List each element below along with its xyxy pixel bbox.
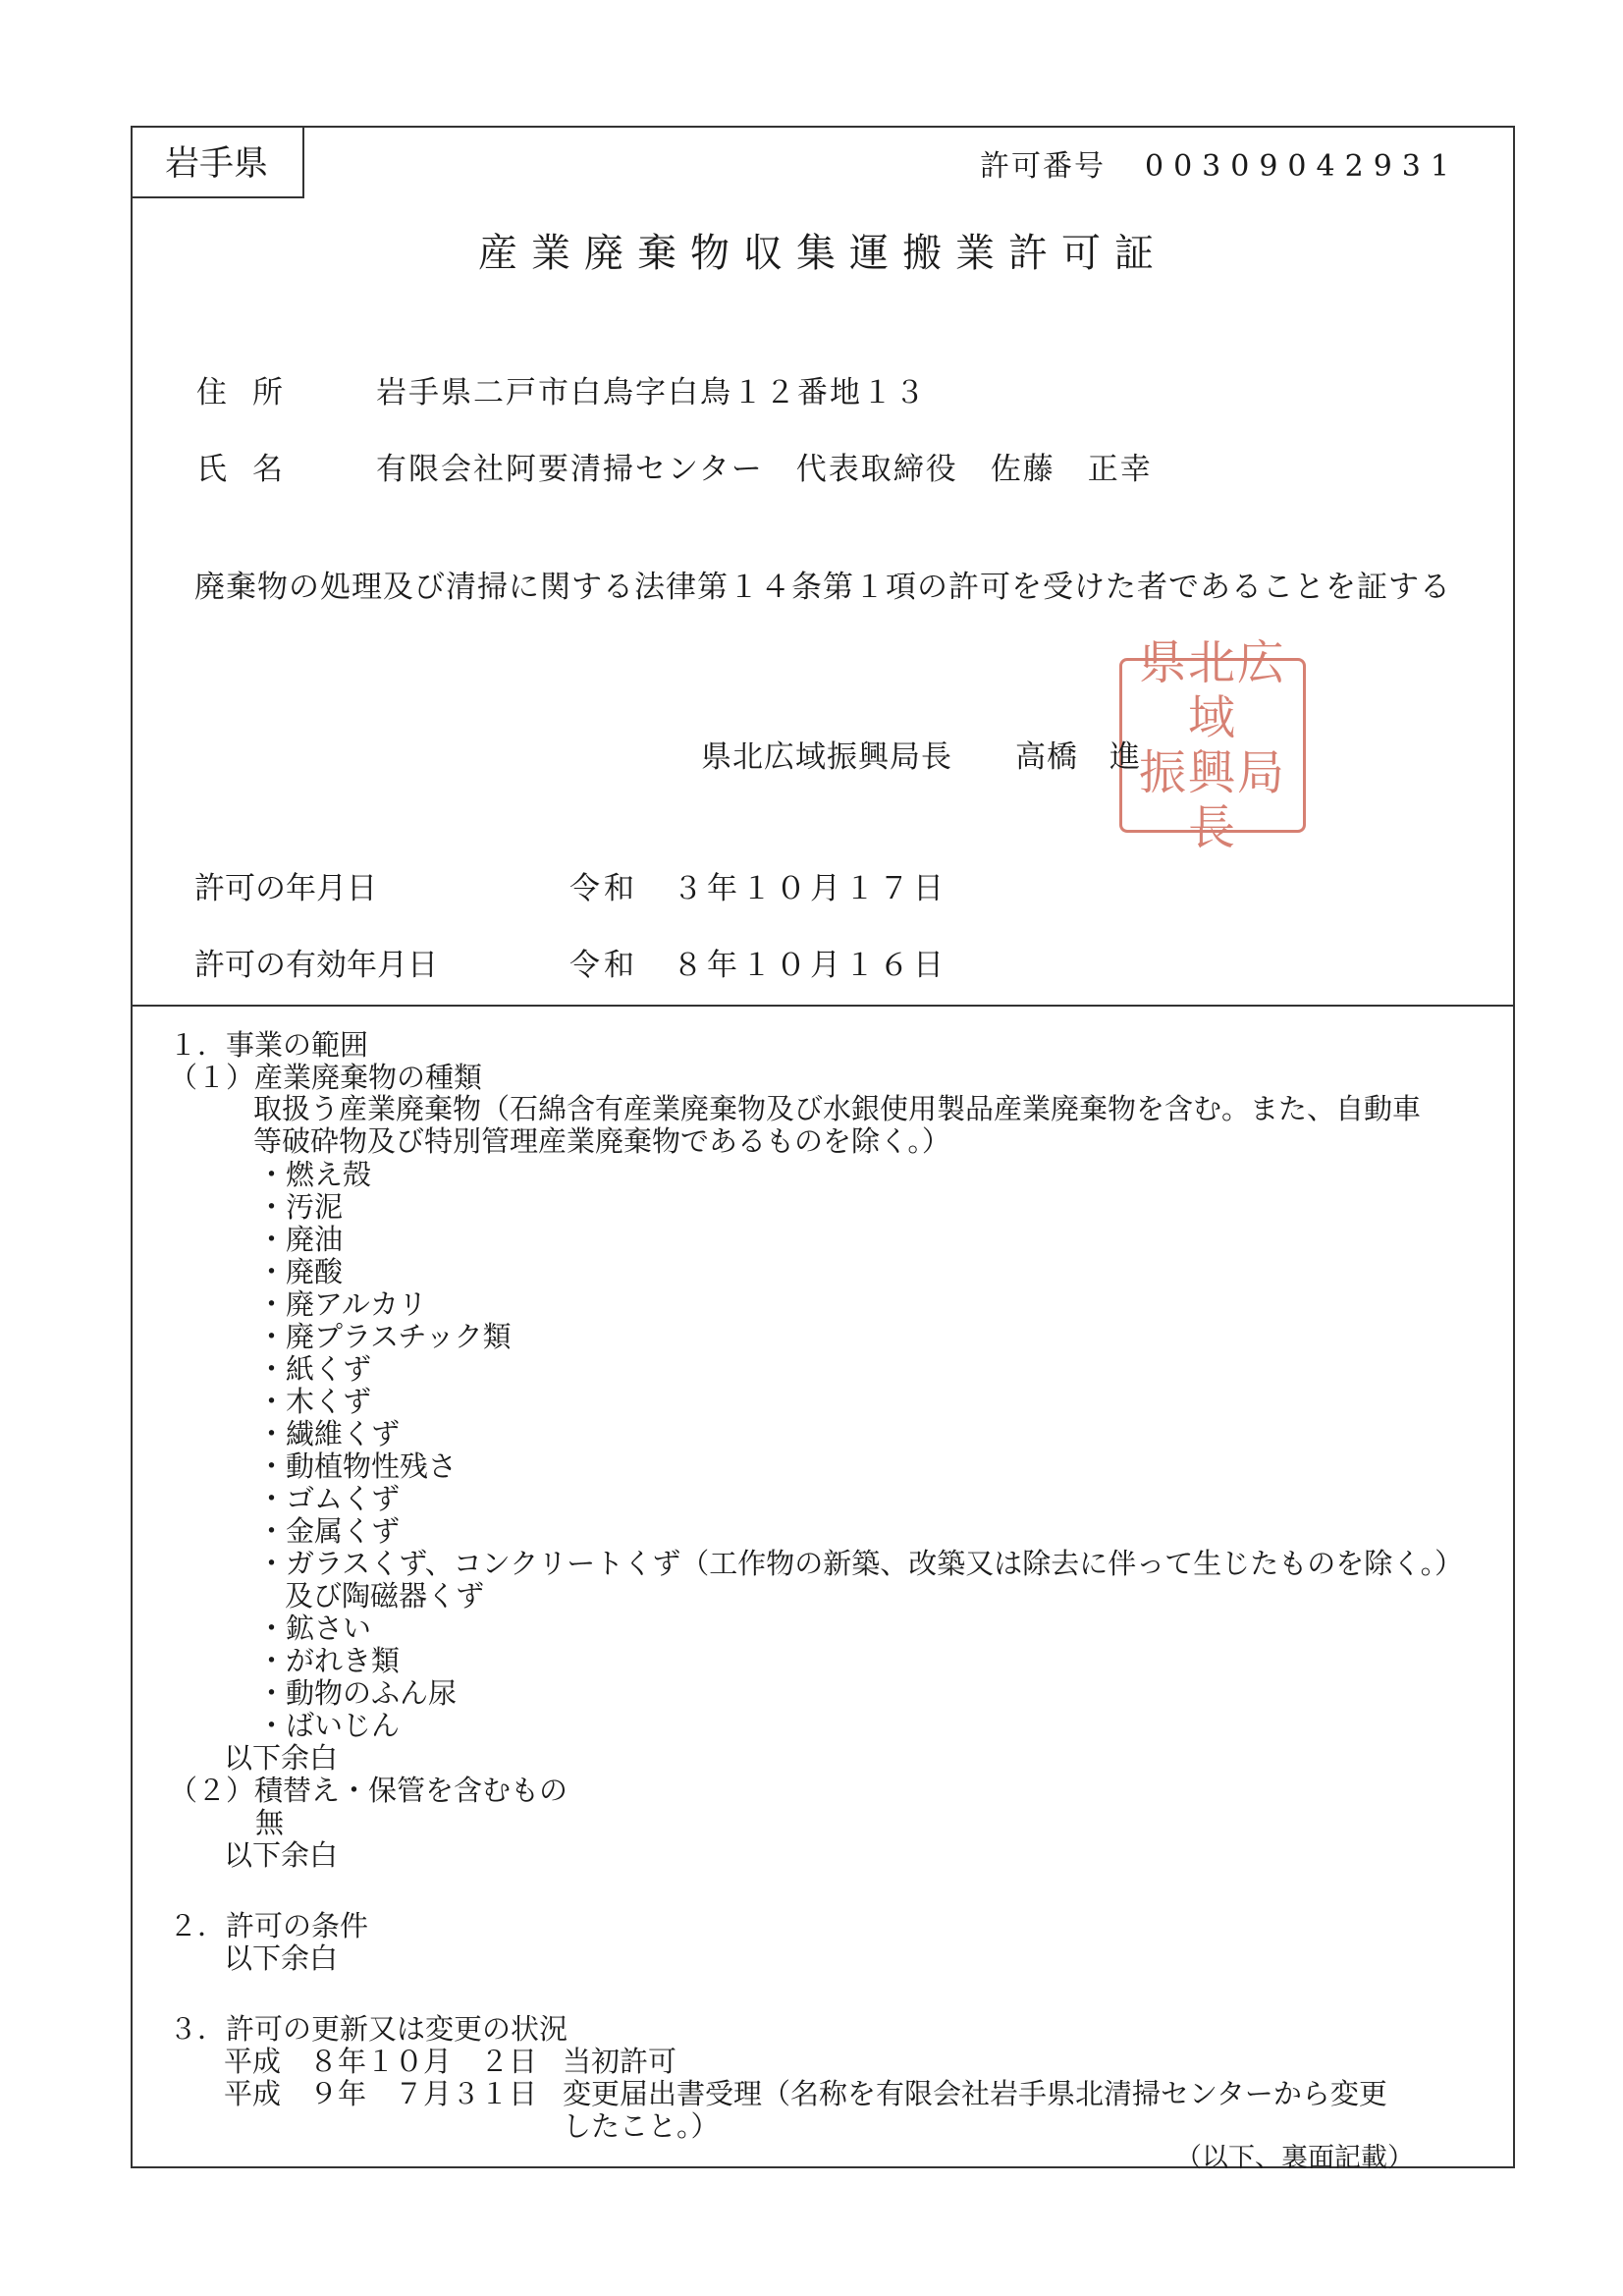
- waste-item: ・金属くず: [257, 1514, 401, 1548]
- permit-date-value: 令和 ３年１０月１７日: [569, 871, 947, 906]
- waste-item: ・鉱さい: [257, 1612, 372, 1645]
- official-seal: [1119, 635, 1306, 855]
- issuer: 県北広域振興局長 高橋 進: [701, 739, 1141, 775]
- section-divider: [131, 1005, 1515, 1007]
- permit-number-label: 許可番号: [980, 149, 1106, 184]
- waste-item: ・繊維くず: [257, 1417, 401, 1450]
- certification-statement: 廃棄物の処理及び清掃に関する法律第１４条第１項の許可を受けた者であることを証する: [194, 570, 1451, 605]
- prefecture-label: 岩手県: [164, 144, 268, 184]
- document-title: 産業廃棄物収集運搬業許可証: [478, 231, 1167, 276]
- waste-item: ・ガラスくず、コンクリートくず（工作物の新築、改築又は除去に伴って生じたものを除く。）: [257, 1547, 1464, 1580]
- section3-heading: ３．許可の更新又は変更の状況: [169, 2012, 568, 2046]
- waste-item: ・がれき類: [257, 1644, 401, 1677]
- waste-item: ・ゴムくず: [257, 1482, 401, 1515]
- section2-heading: ２．許可の条件: [169, 1909, 369, 1942]
- history-text-2-continuation: したこと。）: [563, 2109, 720, 2143]
- waste-item: ・紙くず: [257, 1352, 372, 1386]
- name-value: 有限会社阿要清掃センター 代表取締役 佐藤 正幸: [376, 452, 1153, 487]
- section1-blank2: 以下余白: [224, 1838, 339, 1872]
- section2-blank: 以下余白: [224, 1941, 339, 1975]
- waste-item: ・廃プラスチック類: [257, 1320, 512, 1353]
- expiry-date-label: 許可の有効年月日: [194, 948, 438, 983]
- waste-item: ・廃油: [257, 1223, 344, 1256]
- permit-date-label: 許可の年月日: [194, 871, 377, 906]
- waste-item-continuation: 及び陶磁器くず: [285, 1579, 485, 1613]
- waste-item: ・動植物性残さ: [257, 1449, 458, 1483]
- waste-item: ・廃酸: [257, 1255, 344, 1288]
- handled-waste-line1: 取扱う産業廃棄物（石綿含有産業廃棄物及び水銀使用製品産業廃棄物を含む。また、自動車: [253, 1092, 1422, 1125]
- section1-blank1: 以下余白: [224, 1741, 339, 1775]
- address-label: 住所: [196, 375, 308, 410]
- history-text-1: 当初許可: [563, 2045, 677, 2078]
- address-value: 岩手県二戸市白鳥字白鳥１２番地１３: [376, 375, 927, 410]
- waste-item: ・木くず: [257, 1385, 372, 1418]
- history-date-1: 平成 ８年１０月 ２日: [224, 2045, 538, 2078]
- reverse-side-note: （以下、裏面記載）: [1175, 2143, 1414, 2173]
- prefecture-box: [131, 126, 304, 198]
- section1-heading: １．事業の範囲: [169, 1028, 369, 1062]
- waste-item: ・汚泥: [257, 1190, 344, 1224]
- permit-number: [980, 141, 1459, 185]
- waste-item: ・ばいじん: [257, 1709, 401, 1742]
- history-date-2: 平成 ９年 ７月３１日: [224, 2077, 538, 2110]
- section1-sub2-value: 無: [255, 1806, 285, 1839]
- seal-line-2: 振興局長: [1138, 745, 1286, 855]
- handled-waste-line2: 等破砕物及び特別管理産業廃棄物であるものを除く。）: [253, 1124, 950, 1158]
- section1-sub1: （１）産業廃棄物の種類: [169, 1061, 483, 1094]
- permit-number-value: 00309042931: [1145, 149, 1459, 184]
- waste-item: ・廃アルカリ: [257, 1287, 427, 1321]
- waste-item: ・動物のふん尿: [257, 1676, 458, 1710]
- history-text-2: 変更届出書受理（名称を有限会社岩手県北清掃センターから変更: [563, 2077, 1387, 2110]
- expiry-date-value: 令和 ８年１０月１６日: [569, 948, 947, 983]
- waste-item: ・燃え殻: [257, 1158, 372, 1191]
- name-label: 氏名: [196, 452, 308, 487]
- seal-line-1: 県北広域: [1138, 635, 1286, 745]
- section1-sub2: （２）積替え・保管を含むもの: [169, 1774, 568, 1807]
